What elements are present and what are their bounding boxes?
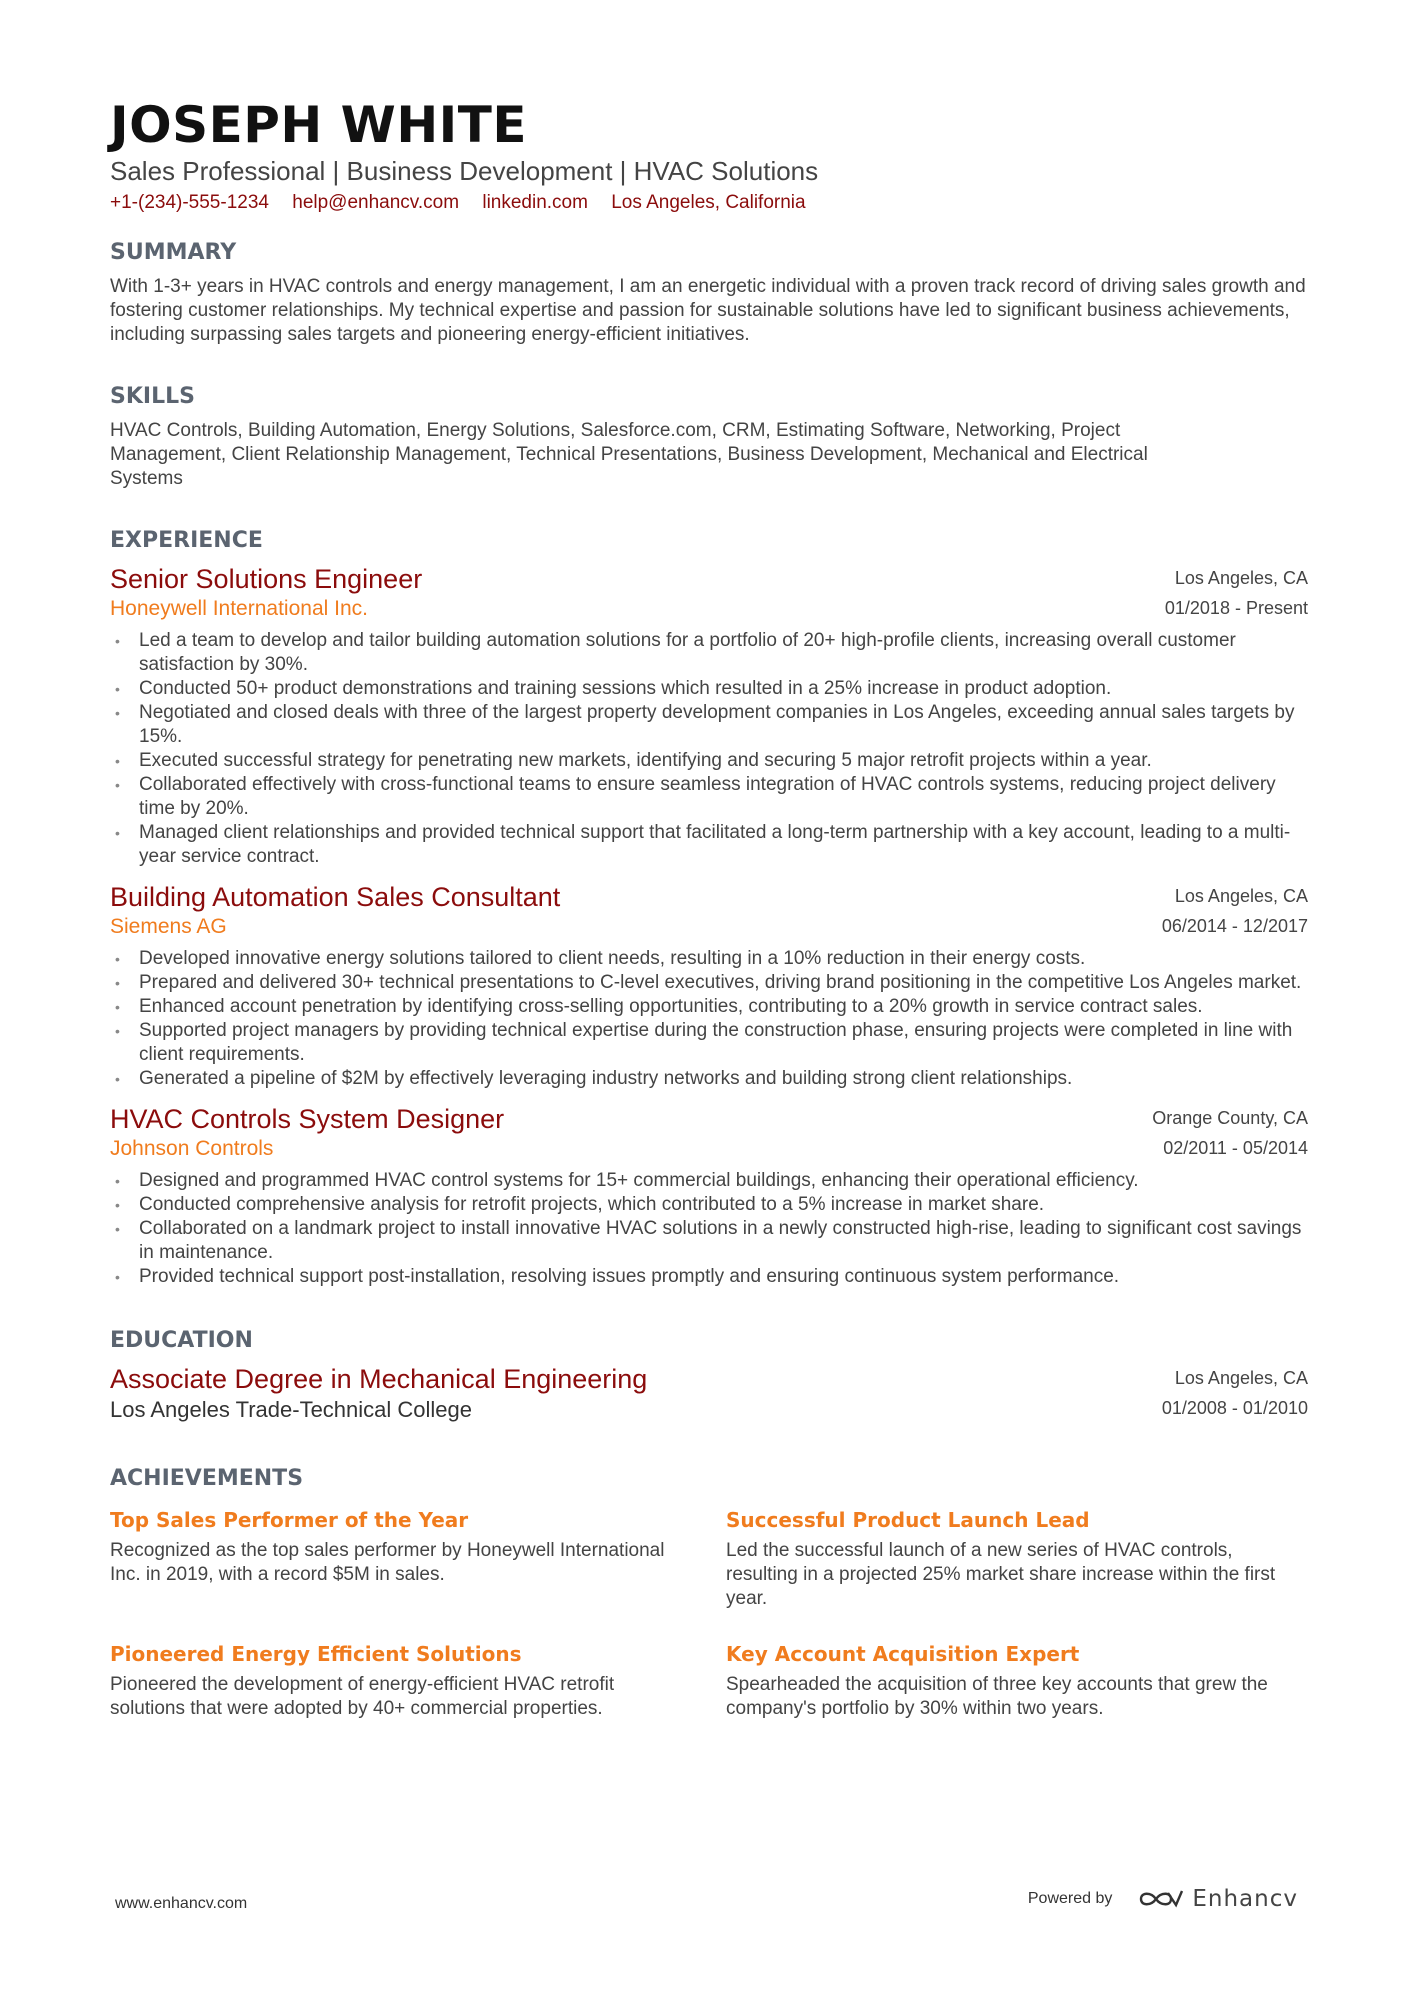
summary-section <box>110 239 1308 347</box>
bullet-glyph: • <box>115 1221 120 1237</box>
section-title-experience: EXPERIENCE <box>110 528 263 553</box>
bullet-glyph: • <box>115 1269 120 1285</box>
bullet-glyph: • <box>115 951 120 967</box>
job-bullets <box>110 947 1308 1091</box>
skills-section <box>110 383 1308 491</box>
job-bullets <box>110 1169 1308 1289</box>
footer-branding <box>1028 1886 1298 1912</box>
job-entry <box>110 1103 1308 1289</box>
job-location: Los Angeles, CA <box>1174 568 1308 588</box>
bullet-item: • Generated a pipeline of $2M by effectively leveraging industry networks and building strong client relationships. <box>115 1068 1073 1089</box>
education-entry <box>110 1363 1308 1425</box>
contact-info <box>110 191 1308 215</box>
achievement-title: Top Sales Performer of the Year <box>110 1508 469 1532</box>
contact-phone[interactable]: +1-(234)-555-1234 <box>110 192 269 213</box>
job-dates: 06/2014 - 12/2017 <box>1161 916 1308 936</box>
bullet-glyph: • <box>115 777 120 793</box>
experience-section <box>110 527 1308 1289</box>
education-degree: Associate Degree in Mechanical Engineering <box>110 1364 648 1394</box>
achievements-grid <box>110 1507 1308 1721</box>
bullet-glyph: • <box>115 1173 120 1189</box>
bullet-glyph: • <box>115 1197 120 1213</box>
section-title-education: EDUCATION <box>110 1328 253 1353</box>
powered-by-label: Powered by <box>1027 1890 1113 1907</box>
education-school: Los Angeles Trade-Technical College <box>110 1397 473 1422</box>
job-entry <box>110 563 1308 869</box>
bullet-glyph: • <box>115 1023 120 1039</box>
section-title-achievements: ACHIEVEMENTS <box>110 1466 304 1491</box>
job-company: Johnson Controls <box>110 1137 274 1160</box>
bullet-item: • Enhanced account penetration by identifying cross-selling opportunities, contributing to a 20% growth in service contract sales. <box>115 996 1203 1017</box>
bullet-glyph: • <box>115 975 120 991</box>
contact-location: Los Angeles, California <box>611 192 806 213</box>
resume-page <box>110 95 1308 1721</box>
bullet-item: • Collaborated on a landmark project to install innovative HVAC solutions in a newly constructed high-rise, leading to significant cost savings in maintenance. <box>115 1218 1302 1263</box>
achievement-title: Pioneered Energy Efficient Solutions <box>110 1642 522 1666</box>
achievement-title: Successful Product Launch Lead <box>726 1508 1090 1532</box>
bullet-item: • Developed innovative energy solutions tailored to client needs, resulting in a 10% reduction in their energy costs. <box>115 948 1086 969</box>
job-title: Building Automation Sales Consultant <box>110 882 561 912</box>
education-dates: 01/2008 - 01/2010 <box>1161 1398 1308 1418</box>
job-meta <box>1152 1103 1308 1163</box>
bullet-glyph: • <box>115 633 120 649</box>
bullet-glyph: • <box>115 825 120 841</box>
bullet-item: • Negotiated and closed deals with three of the largest property development companies in Los Angeles, exceeding annual sales targets by 15%. <box>115 702 1295 747</box>
enhancv-logo-icon <box>1138 1887 1184 1911</box>
bullet-glyph: • <box>115 705 120 721</box>
job-entry <box>110 881 1308 1091</box>
candidate-tagline: Sales Professional | Business Development | HVAC Solutions <box>110 156 819 186</box>
job-meta <box>1162 881 1308 941</box>
job-dates: 02/2011 - 05/2014 <box>1163 1138 1308 1158</box>
summary-text: With 1-3+ years in HVAC controls and energy management, I am an energetic individual with a proven track record of driving sales growth and fostering customer relationships. My technical expertise and passion for sustainable solutions have led to significant business achievements, including surpassing sales targets and pioneering energy-efficient initiatives. <box>110 276 1306 345</box>
job-title: HVAC Controls System Designer <box>110 1104 505 1134</box>
contact-linkedin[interactable]: linkedin.com <box>482 192 588 213</box>
achievement-title: Key Account Acquisition Expert <box>726 1642 1080 1666</box>
candidate-name: JOSEPH WHITE <box>110 96 528 154</box>
bullet-item: • Managed client relationships and provided technical support that facilitated a long-term partnership with a key account, leading to a multi-year service contract. <box>115 822 1291 867</box>
section-title-skills: SKILLS <box>110 384 195 409</box>
bullet-item: • Collaborated effectively with cross-functional teams to ensure seamless integration of HVAC controls systems, reducing project delivery time by 20%. <box>115 774 1276 819</box>
bullet-item: • Prepared and delivered 30+ technical presentations to C-level executives, driving brand positioning in the competitive Los Angeles market. <box>115 972 1302 993</box>
bullet-item: • Led a team to develop and tailor building automation solutions for a portfolio of 20+ high-profile clients, increasing overall customer satisfaction by 30%. <box>115 630 1236 675</box>
bullet-glyph: • <box>115 753 120 769</box>
bullet-item: • Provided technical support post-installation, resolving issues promptly and ensuring continuous system performance. <box>115 1266 1120 1287</box>
job-dates: 01/2018 - Present <box>1164 598 1308 618</box>
bullet-item: • Conducted 50+ product demonstrations and training sessions which resulted in a 25% increase in product adoption. <box>115 678 1112 699</box>
achievement-item <box>110 1507 670 1611</box>
bullet-item: • Supported project managers by providing technical expertise during the construction phase, ensuring projects were completed in line with client requirements. <box>115 1020 1293 1065</box>
job-meta <box>1165 563 1308 623</box>
footer-website[interactable]: www.enhancv.com <box>115 1895 248 1912</box>
bullet-item: • Designed and programmed HVAC control systems for 15+ commercial buildings, enhancing their operational efficiency. <box>115 1170 1139 1191</box>
achievement-desc: Spearheaded the acquisition of three key accounts that grew the company's portfolio by 30% within two years. <box>726 1674 1268 1719</box>
bullet-item: • Conducted comprehensive analysis for retrofit projects, which contributed to a 5% increase in market share. <box>115 1194 1045 1215</box>
bullet-glyph: • <box>115 681 120 697</box>
bullet-glyph: • <box>115 999 120 1015</box>
achievement-desc: Led the successful launch of a new series of HVAC controls, resulting in a projected 25% market share increase within the first year. <box>726 1540 1276 1609</box>
achievement-desc: Recognized as the top sales performer by Honeywell International Inc. in 2019, with a record $5M in sales. <box>110 1540 665 1585</box>
job-location: Los Angeles, CA <box>1174 886 1308 906</box>
achievements-section <box>110 1465 1308 1721</box>
education-meta <box>1162 1363 1308 1423</box>
skills-text: HVAC Controls, Building Automation, Energy Solutions, Salesforce.com, CRM, Estimating Software, Networking, Project Management, Client Relationship Management, Technical Presentations, Business Development, Mechanical and Electrical Systems <box>110 420 1148 489</box>
achievement-item <box>110 1641 670 1721</box>
job-company: Honeywell International Inc. <box>110 597 368 620</box>
education-location: Los Angeles, CA <box>1174 1368 1308 1388</box>
bullet-item: • Executed successful strategy for penetrating new markets, identifying and securing 5 major retrofit projects within a year. <box>115 750 1152 771</box>
job-company: Siemens AG <box>110 915 227 938</box>
bullet-glyph: • <box>115 1071 120 1087</box>
achievement-desc: Pioneered the development of energy-efficient HVAC retrofit solutions that were adopted by 40+ commercial properties. <box>110 1674 615 1719</box>
achievement-item <box>726 1507 1286 1611</box>
job-location: Orange County, CA <box>1152 1108 1308 1128</box>
job-title: Senior Solutions Engineer <box>110 564 423 594</box>
education-section <box>110 1327 1308 1425</box>
brand-name[interactable]: Enhancv <box>1192 1886 1298 1912</box>
achievement-item <box>726 1641 1286 1721</box>
job-bullets <box>110 629 1308 869</box>
section-title-summary: SUMMARY <box>110 240 237 265</box>
contact-email[interactable]: help@enhancv.com <box>292 192 460 213</box>
